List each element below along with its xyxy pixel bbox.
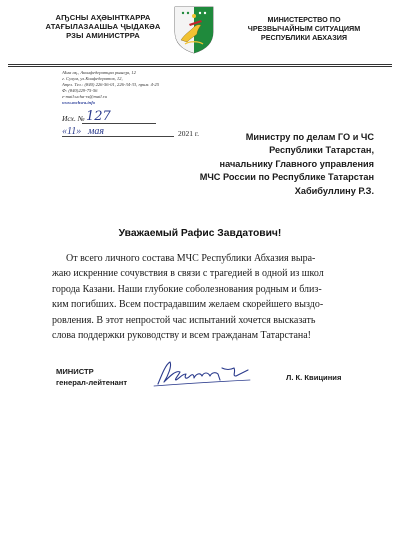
address-line: г. Сухум, ул.Конфедератов, 12,	[62, 76, 123, 82]
website-link[interactable]: www.mchsra.info	[62, 100, 96, 106]
header-right-line: МИНИСТЕРСТВО ПО	[267, 15, 341, 24]
body-line: От всего личного состава МЧС Республики Абхазия выра-	[66, 253, 316, 264]
header-left-line: АТАҒЫЛАЗААШЬА ҶЫДАҞӘА	[45, 22, 161, 31]
letter-month: мая	[88, 126, 105, 137]
header-right-line: ЧРЕЗВЫЧАЙНЫМ СИТУАЦИЯМ	[247, 24, 361, 33]
body-line: жаю искренние сочувствия в связи с трагедией в одной из школ	[52, 268, 324, 280]
address-line: Аҟәа ақ., Аконфедератцәа рыҩаӡа, 12	[62, 70, 136, 75]
address-block	[62, 70, 182, 107]
outgoing-number: 127	[86, 109, 111, 124]
body-line: ким погибших. Всем пострадавшим желаем скорейшего выздо-	[52, 299, 324, 311]
recipient-line: Республики Татарстан,	[269, 145, 374, 156]
letter-day: «11»	[62, 126, 82, 137]
address-line: Ф: (840)229-75-56	[62, 88, 98, 94]
recipient-block	[190, 131, 374, 198]
recipient-line: Хабибуллину Р.З.	[294, 185, 374, 196]
body-line: слова поддержки руководству и всем гражданам Татарстана!	[52, 330, 312, 342]
date-underline	[62, 136, 174, 137]
signatory-title-line: генерал-лейтенант	[56, 378, 128, 387]
header-left-line: АҦСНЫ АҲӘЫНТҞАРРА	[55, 13, 151, 22]
address-line: Аҭел. Тел.: (840) 226-56-01, 226-34-33, прим. 4-25	[62, 82, 159, 88]
abkhazia-coat-of-arms-icon	[171, 4, 217, 54]
number-underline	[82, 123, 156, 124]
body-line: ровления. В этот непростой час испытаний хочется высказать	[52, 314, 316, 326]
letter-year: 2021 г.	[178, 129, 199, 138]
outgoing-number-label: Исх. №	[62, 114, 85, 123]
header-ministry-abkhaz	[44, 13, 162, 40]
header-divider	[8, 64, 392, 65]
recipient-line: начальнику Главного управления	[219, 158, 374, 169]
signatory-title-line: МИНИСТР	[56, 367, 94, 376]
body-line: города Казани. Наши глубокие соболезнования родным и близ-	[52, 283, 322, 295]
signatory-name: Л. К. Квициния	[286, 373, 342, 382]
header-ministry-russian	[236, 15, 372, 42]
header-right-line: РЕСПУБЛИКИ АБХАЗИЯ	[260, 33, 348, 42]
address-line: e-mail:ucha-rs@mail.ru	[62, 94, 107, 100]
header-divider-thin	[8, 66, 392, 67]
recipient-line: МЧС России по Республике Татарстан	[199, 172, 374, 183]
handwritten-signature	[150, 358, 254, 388]
letter-body	[52, 251, 352, 343]
header-left-line: РЗЫ АМИНИСТРРА	[66, 31, 140, 40]
registration-block	[62, 109, 202, 142]
recipient-line: Министру по делам ГО и ЧС	[245, 132, 374, 142]
salutation: Уважаемый Рафис Завдатович!	[118, 228, 282, 239]
